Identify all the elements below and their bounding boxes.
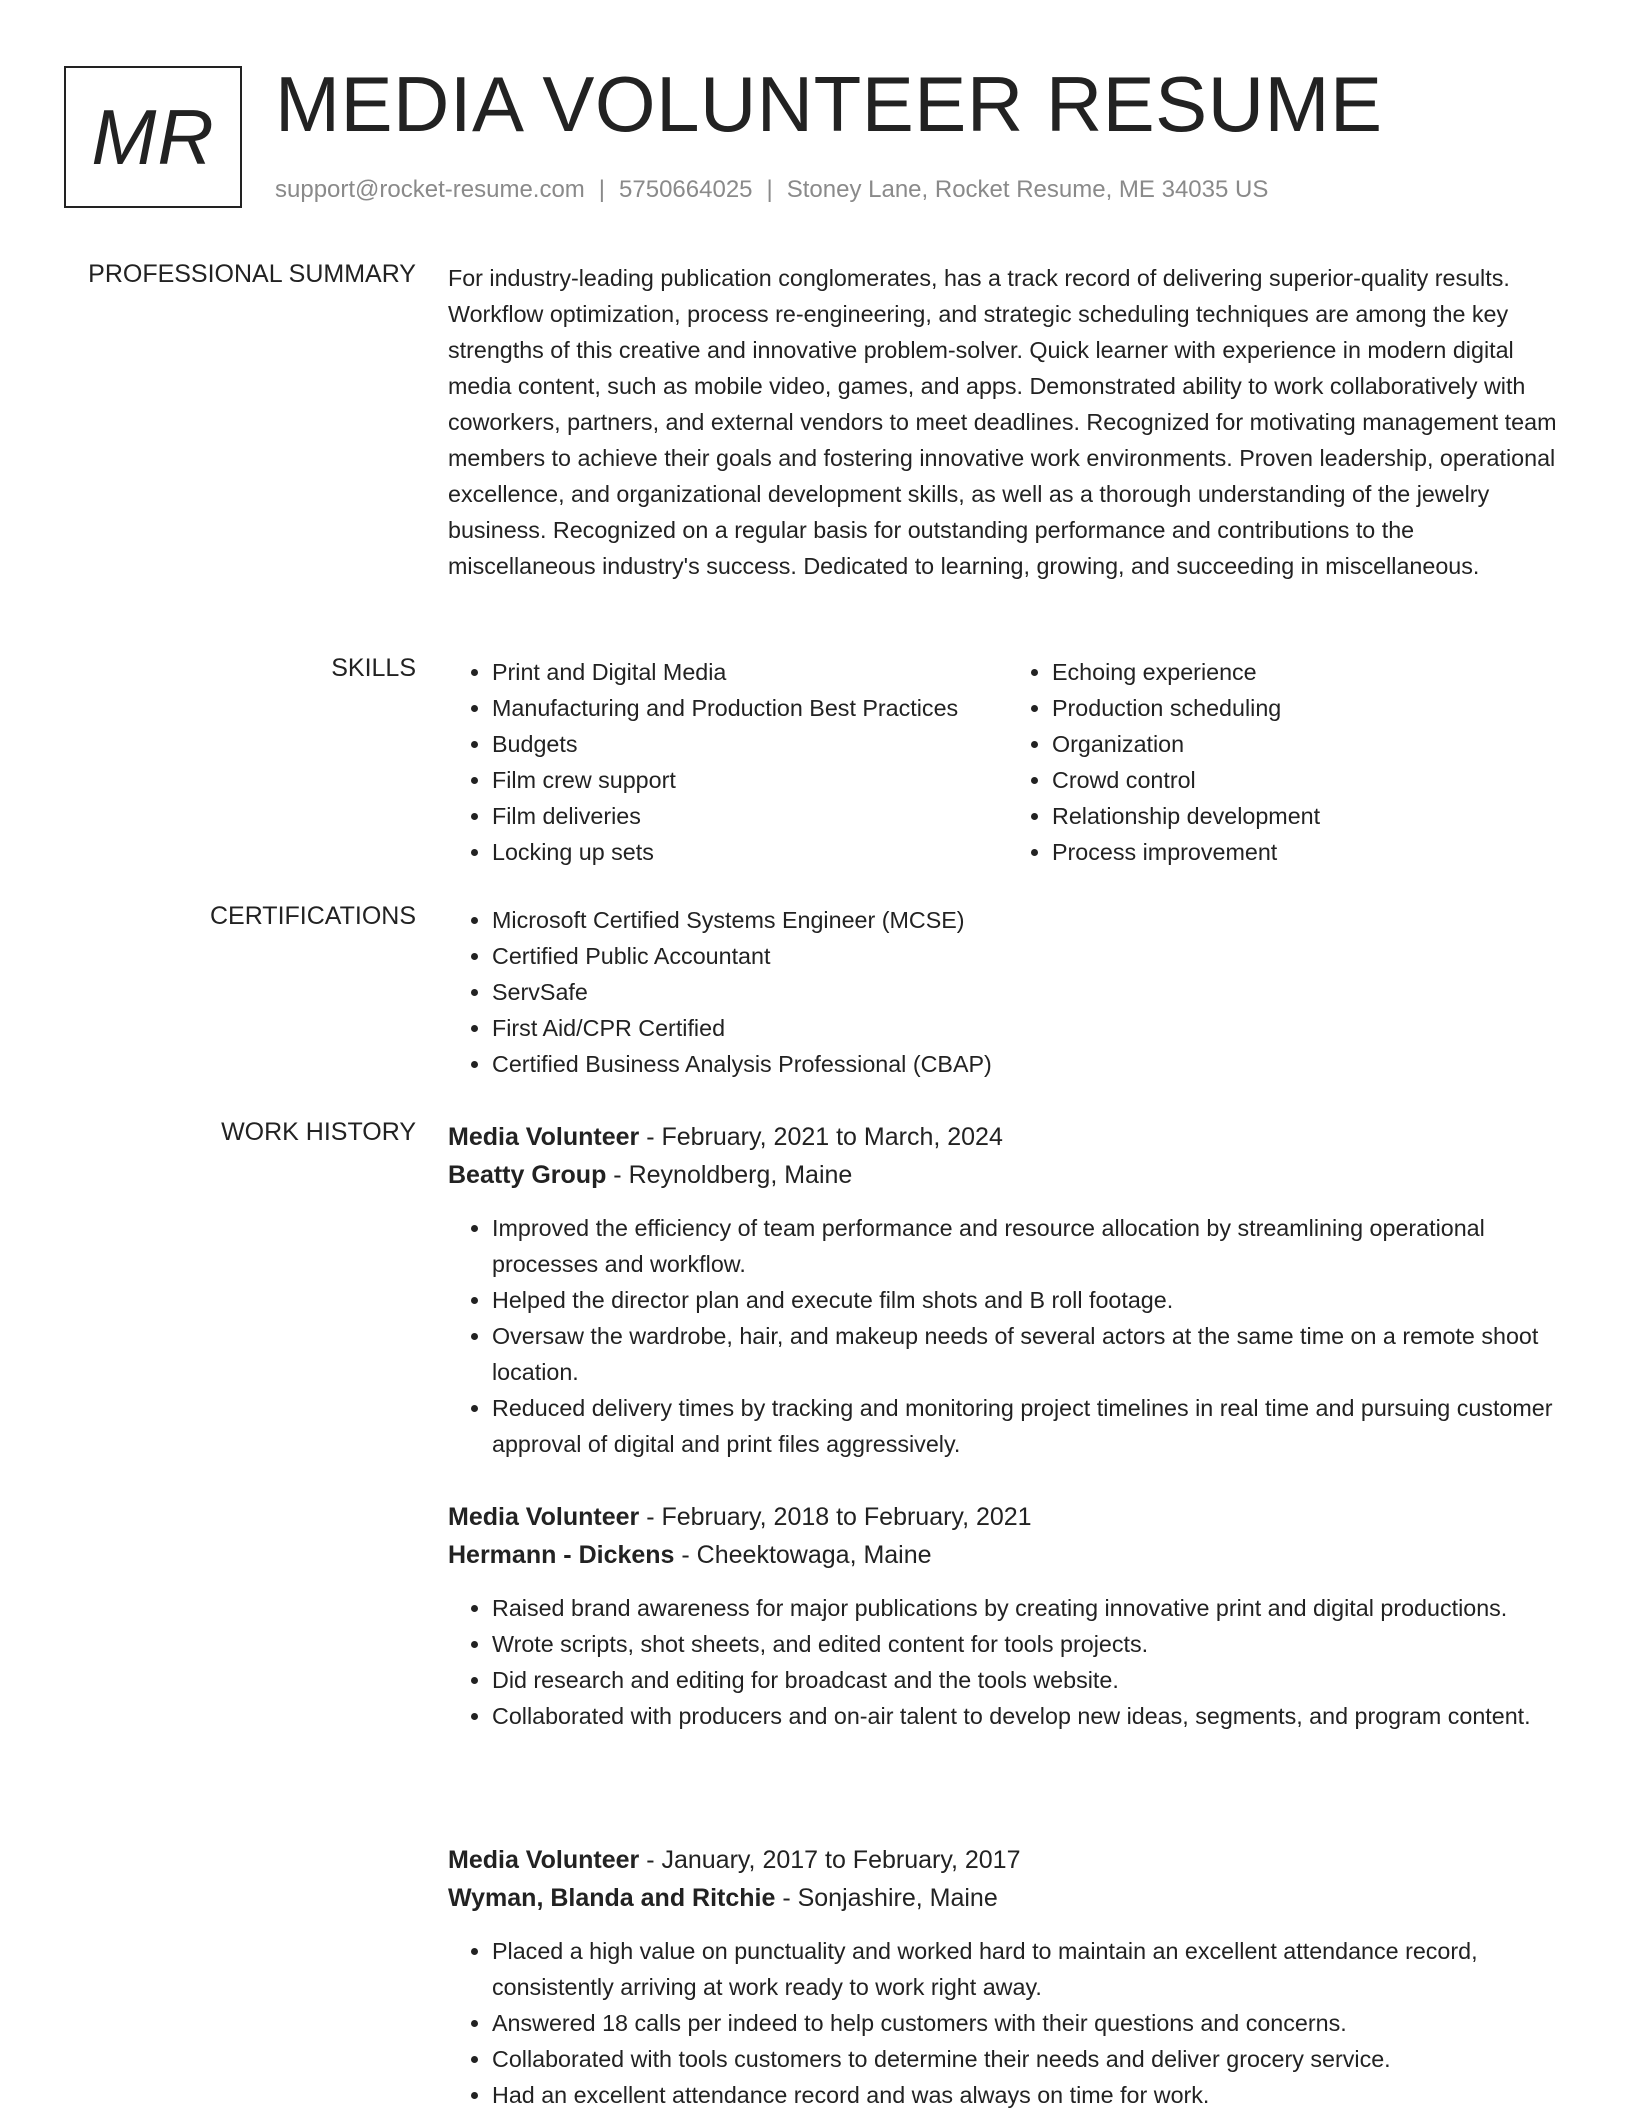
skill-item: • Budgets (492, 726, 1008, 762)
job-bullets (448, 1590, 1568, 1734)
job-bullet: • Raised brand awareness for major publications by creating innovative print and digital productions. (492, 1590, 1568, 1626)
job-entry (448, 1498, 1568, 1734)
certification-item: • First Aid/CPR Certified (492, 1010, 1568, 1046)
resume-title: MEDIA VOLUNTEER RESUME (275, 60, 1383, 148)
skill-item: • Production scheduling (1052, 690, 1568, 726)
skill-item: • Crowd control (1052, 762, 1568, 798)
certification-item: • Microsoft Certified Systems Engineer (MCSE) (492, 902, 1568, 938)
certifications-heading: CERTIFICATIONS (209, 902, 416, 930)
work-history-heading: WORK HISTORY (221, 1118, 416, 1146)
contact-separator: | (766, 176, 773, 203)
monogram-logo: MR (64, 66, 242, 208)
job-entry (448, 1118, 1568, 1462)
certifications-section (64, 902, 1568, 1092)
resume-header (64, 60, 1568, 210)
job-bullets (448, 1210, 1568, 1462)
job-role-line (448, 1498, 1568, 1536)
skill-item: • Relationship development (1052, 798, 1568, 834)
certification-item: • ServSafe (492, 974, 1568, 1010)
job-bullet: • Reduced delivery times by tracking and monitoring project timelines in real time and pursuing customer approval of digital and print files aggressively. (492, 1390, 1568, 1462)
job-location: - Reynoldberg, Maine (606, 1161, 853, 1189)
job-bullet: • Did research and editing for broadcast and the tools website. (492, 1662, 1568, 1698)
job-role: Media Volunteer (448, 1846, 640, 1874)
job-dates: - February, 2018 to February, 2021 (639, 1503, 1032, 1531)
certification-item: • Certified Public Accountant (492, 938, 1568, 974)
job-bullets (448, 1933, 1568, 2113)
certifications-list (448, 902, 1568, 1082)
job-company-line (448, 1536, 1568, 1574)
skills-list-left (448, 654, 1008, 870)
job-role-line (448, 1841, 1568, 1879)
summary-text: For industry-leading publication conglomerates, has a track record of delivering superior-quality results. Workflow optimization, process re-engineering, and strategic scheduling techniques are among the key strengths of this creative and innovative problem-solver. Quick learner with experience in modern digital media content, such as mobile video, games, and apps. Demonstrated ability to work collaboratively with coworkers, partners, and external vendors to meet deadlines. Recognized for motivating management team members to achieve their goals and fostering innovative work environments. Proven leadership, operational excellence, and organizational development skills, as well as a thorough understanding of the jewelry business. Recognized on a regular basis for outstanding performance and contributions to the miscellaneous industry's success. Dedicated to learning, growing, and succeeding in miscellaneous. (448, 265, 1557, 579)
contact-email[interactable]: support@rocket-resume.com (275, 176, 585, 203)
certifications-body (448, 902, 1568, 1082)
skill-item: • Process improvement (1052, 834, 1568, 870)
skill-item: • Organization (1052, 726, 1568, 762)
job-bullet: • Improved the efficiency of team performance and resource allocation by streamlining operational processes and workflow. (492, 1210, 1568, 1282)
job-company: Hermann - Dickens (448, 1541, 675, 1569)
work-history-body (448, 1118, 1568, 2112)
skill-item: • Locking up sets (492, 834, 1008, 870)
job-company-line (448, 1879, 1568, 1917)
job-dates: - January, 2017 to February, 2017 (639, 1846, 1021, 1874)
job-role: Media Volunteer (448, 1503, 640, 1531)
work-history-section (64, 1118, 1568, 2112)
job-bullet: • Oversaw the wardrobe, hair, and makeup needs of several actors at the same time on a remote shoot location. (492, 1318, 1568, 1390)
contact-phone[interactable]: 5750664025 (619, 176, 753, 203)
job-bullet: • Placed a high value on punctuality and worked hard to maintain an excellent attendance record, consistently arriving at work ready to work right away. (492, 1933, 1568, 2005)
skill-item: • Manufacturing and Production Best Practices (492, 690, 1008, 726)
contact-separator: | (598, 176, 606, 203)
contact-address: Stoney Lane, Rocket Resume, ME 34035 US (786, 176, 1269, 203)
job-bullet: • Collaborated with producers and on-air talent to develop new ideas, segments, and program content. (492, 1698, 1568, 1734)
job-bullet: • Answered 18 calls per indeed to help customers with their questions and concerns. (492, 2005, 1568, 2041)
summary-heading: PROFESSIONAL SUMMARY (88, 260, 416, 288)
certification-item: • Certified Business Analysis Professional (CBAP) (492, 1046, 1568, 1082)
contact-line (275, 176, 1268, 204)
job-bullet: • Had an excellent attendance record and was always on time for work. (492, 2077, 1568, 2113)
job-role-line (448, 1118, 1568, 1156)
skills-heading: SKILLS (331, 654, 416, 682)
job-location: - Sonjashire, Maine (775, 1884, 998, 1912)
skill-item: • Echoing experience (1052, 654, 1568, 690)
job-company: Wyman, Blanda and Ritchie (448, 1884, 776, 1912)
skill-item: • Print and Digital Media (492, 654, 1008, 690)
job-role: Media Volunteer (448, 1123, 640, 1151)
job-bullet: • Helped the director plan and execute film shots and B roll footage. (492, 1282, 1568, 1318)
summary-section (64, 260, 1568, 620)
job-bullet: • Wrote scripts, shot sheets, and edited content for tools projects. (492, 1626, 1568, 1662)
skills-list-right (1008, 654, 1568, 870)
job-location: - Cheektowaga, Maine (674, 1541, 932, 1569)
skill-item: • Film crew support (492, 762, 1008, 798)
job-company: Beatty Group (448, 1161, 607, 1189)
job-dates: - February, 2021 to March, 2024 (639, 1123, 1003, 1151)
skills-columns (448, 654, 1568, 870)
job-entry (448, 1841, 1568, 2113)
skills-section (64, 654, 1568, 874)
skill-item: • Film deliveries (492, 798, 1008, 834)
job-bullet: • Collaborated with tools customers to determine their needs and deliver grocery service. (492, 2041, 1568, 2077)
job-company-line (448, 1156, 1568, 1194)
